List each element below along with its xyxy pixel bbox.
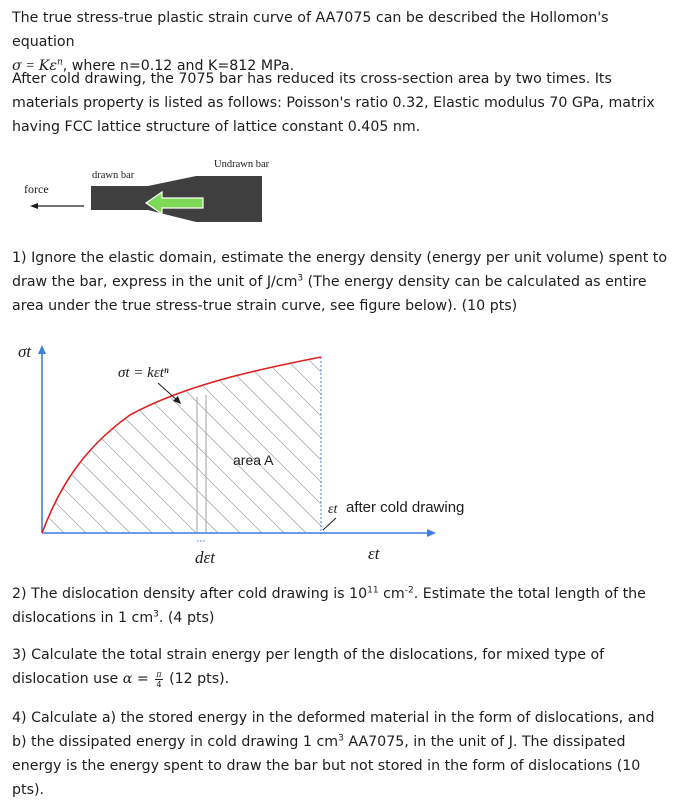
hatch-line [86, 335, 286, 535]
force-arrow-head [30, 203, 38, 209]
eps-after-pointer [323, 518, 336, 530]
question-3: 3) Calculate the total strain energy per length of the dislocations, for mixed type of dislocation use α = $\frac{\pi}{4}$ (12 pts). [12, 647, 605, 689]
alpha-symbol: α = [122, 671, 149, 687]
material-properties-paragraph: After cold drawing, the 7075 bar has reduced its cross-section area by two times. Its materials property is listed as follows: Poisson's ratio 0.32, Elastic modulus 70 GPa, matrix having FCC lattice structure of lattice constant 0.405 nm. [12, 71, 655, 135]
question-2: 2) The dislocation density after cold drawing is $10^{11}$ $cm^{-2}$. Estimate the total length of the dislocations in 1 $cm^3$. (4 pts) [12, 585, 646, 626]
hatch-line [0, 335, 22, 535]
hatch-line [0, 335, 66, 535]
curve-equation-label: σt = kεtⁿ [118, 365, 169, 381]
hatch-line [0, 335, 44, 535]
drawing-die-figure [0, 150, 300, 230]
y-axis-label: σt [18, 342, 32, 361]
hatch-line [174, 335, 374, 535]
hatch-line [0, 335, 110, 535]
question-4: 4) Calculate a) the stored energy in the deformed material in the form of dislocations, and b) the dissipated energy in cold drawing 1 $cm^3$ AA7075, in the unit of J. The dissipated energy is the energy spent to draw the bar but not stored in the form of dislocations (10 pts). [12, 710, 655, 798]
d-eps-label: dεt [195, 548, 215, 567]
hollomon-equation: $\sigma = K\varepsilon^n$ [12, 57, 63, 74]
x-axis-arrow [427, 529, 436, 537]
hatch-line [152, 335, 352, 535]
pi-over-4-fraction: $\frac{\pi}{4}$ [156, 669, 162, 689]
eps-after-symbol: εt [328, 502, 338, 517]
intro-line1: The true stress-true plastic strain curve of AA7075 can be described the Hollomon's equation [12, 10, 609, 50]
force-label: force [24, 182, 49, 196]
hatch-line [0, 335, 132, 535]
stress-strain-figure [0, 335, 520, 575]
area-label: area A [233, 452, 274, 468]
undrawn-bar-label: Undrawn bar [214, 159, 270, 170]
drawn-bar-label: drawn bar [92, 170, 135, 181]
equation-pointer [158, 383, 178, 401]
x-axis-label: εt [368, 544, 380, 563]
hatch-line [0, 335, 88, 535]
eps-after-text: after cold drawing [346, 499, 465, 516]
intro-line2: , where n=0.12 and K=812 MPa. [62, 58, 295, 74]
y-axis-arrow [38, 345, 46, 354]
question-1: 1) Ignore the elastic domain, estimate the energy density (energy per unit volume) spent to draw the bar, express in the unit of $J/cm^3$ (The energy density can be calculated as entire area under the true stress-true strain curve, see figure below). (10 pts) [12, 250, 668, 314]
